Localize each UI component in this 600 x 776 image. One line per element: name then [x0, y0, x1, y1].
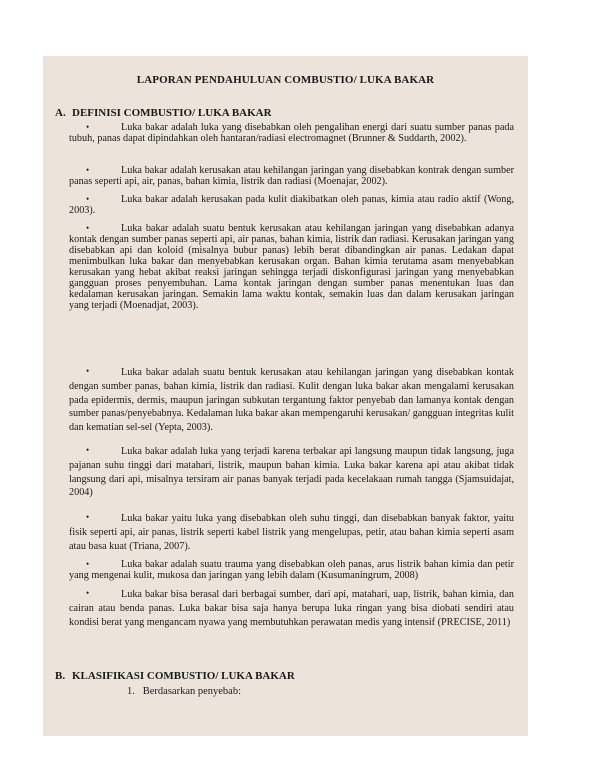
- definition-item: [69, 588, 517, 629]
- bullet-marker: •: [86, 445, 90, 455]
- section-a-letter: A.: [55, 107, 66, 119]
- definition-item: [69, 512, 517, 553]
- definition-item: [69, 559, 517, 581]
- section-a-title: DEFINISI COMBUSTIO/ LUKA BAKAR: [72, 107, 272, 119]
- classification-number: 1.: [127, 686, 135, 697]
- document-page: [43, 56, 528, 736]
- definition-text: Luka bakar adalah kerusakan pada kulit diakibatkan oleh panas, kimia atau radio aktif (Wong, 2003).: [69, 194, 517, 216]
- definition-item: [69, 223, 517, 311]
- definition-item: [69, 122, 517, 144]
- bullet-marker: •: [86, 122, 90, 132]
- section-a-heading: [55, 107, 272, 119]
- bullet-marker: •: [86, 559, 90, 569]
- definition-text: Luka bakar adalah suatu bentuk kerusakan atau kehilangan jaringan yang disebabkan kontak dengan sumber panas, bahan kimia, listrik dan radiasi. Kulit dengan luka bakar akan mengalami kerusakan pada epidermis, dermis, maupun jaringan subkutan tergantung faktor penyebab dan lamanya kontak dengan sumber panas/penyebabnya. Kedalaman luka bakar akan mempengaruhi kerusakan/ gangguan integritas kulit dan kematian sel-sel (Yepta, 2003).: [69, 367, 517, 434]
- classification-item: [127, 686, 241, 697]
- bullet-marker: •: [86, 366, 90, 376]
- definition-text: Luka bakar yaitu luka yang disebabkan oleh suhu tinggi, dan disebabkan banyak faktor, yaitu fisik seperti api, air panas, listrik seperti kabel listrik yang mengelupas, petir, atau bahan kimia seperti asam atau basa kuat (Triana, 2007).: [69, 513, 517, 552]
- bullet-marker: •: [86, 194, 90, 204]
- definition-item: [69, 165, 517, 187]
- bullet-marker: •: [86, 223, 90, 233]
- definition-text: Luka bakar adalah suatu bentuk kerusakan atau kehilangan jaringan yang disebabkan adanya kontak dengan sumber panas seperti api, air panas, bahan kimia, listrik dan radiasi. Kerusakan jaringan yang disebabkan api dan koloid (misalnya bubur panas) lebih berat dibandingkan air panas. Ledakan dapat menimbulkan luka bakar dan menyebabkan kerusakan organ. Bahan kimia terutama asam menyebabkan kerusakan yang hebat akibat reaksi jaringan sehingga terjadi diskonfigurasi jaringan yang menyebabkan gangguan proses penyembuhan. Lama kontak jaringan dengan sumber panas menentukan luas dan kedalaman kerusakan jaringan. Semakin lama waktu kontak, semakin luas dan dalam kerusakan jaringan yang terjadi (Moenadjat, 2003).: [69, 223, 517, 311]
- bullet-marker: •: [86, 165, 90, 175]
- section-b-heading: [55, 670, 295, 682]
- classification-text: Berdasarkan penyebab:: [142, 686, 241, 697]
- definition-text: Luka bakar adalah kerusakan atau kehilangan jaringan yang disebabkan kontrak dengan sumber panas seperti api, air, panas, bahan kimia, listrik dan radiasi (Moenajar, 2002).: [69, 165, 517, 187]
- definition-text: Luka bakar adalah luka yang terjadi karena terbakar api langsung maupun tidak langsung, juga pajanan suhu tinggi dari matahari, listrik, maupun bahan kimia. Luka bakar karena api atau akibat tidak langsung dari api, misalnya tersiram air panas banyak terjadi pada kecelakaan rumah tangga (Sjamsuidajat, 2004): [69, 446, 517, 499]
- bullet-marker: •: [86, 588, 90, 598]
- definition-item: [69, 445, 517, 500]
- definition-item: [69, 366, 517, 435]
- document-title: LAPORAN PENDAHULUAN COMBUSTIO/ LUKA BAKAR: [136, 74, 435, 86]
- definition-text: Luka bakar bisa berasal dari berbagai sumber, dari api, matahari, uap, listrik, bahan kimia, dan cairan atau benda panas. Luka bakar bisa saja hanya berupa luka ringan yang bisa diobati sendiri atau kondisi berat yang mengancam nyawa yang membutuhkan perawatan medis yang intensif (PRECISE, 2011): [69, 589, 517, 628]
- bullet-marker: •: [86, 512, 90, 522]
- definition-item: [69, 194, 517, 216]
- section-b-title: KLASIFIKASI COMBUSTIO/ LUKA BAKAR: [72, 670, 295, 682]
- definition-text: Luka bakar adalah luka yang disebabkan oleh pengalihan energi dari suatu sumber panas pada tubuh, panas dapat dipindahkan oleh hantaran/radiasi electromagnet (Brunner & Suddarth, 2002).: [69, 122, 517, 144]
- definition-text: Luka bakar adalah suatu trauma yang disebabkan oleh panas, arus listrik bahan kimia dan petir yang mengenai kulit, mukosa dan jaringan yang lebih dalam (Kusumaningrum, 2008): [69, 559, 517, 581]
- section-b-letter: B.: [55, 670, 66, 682]
